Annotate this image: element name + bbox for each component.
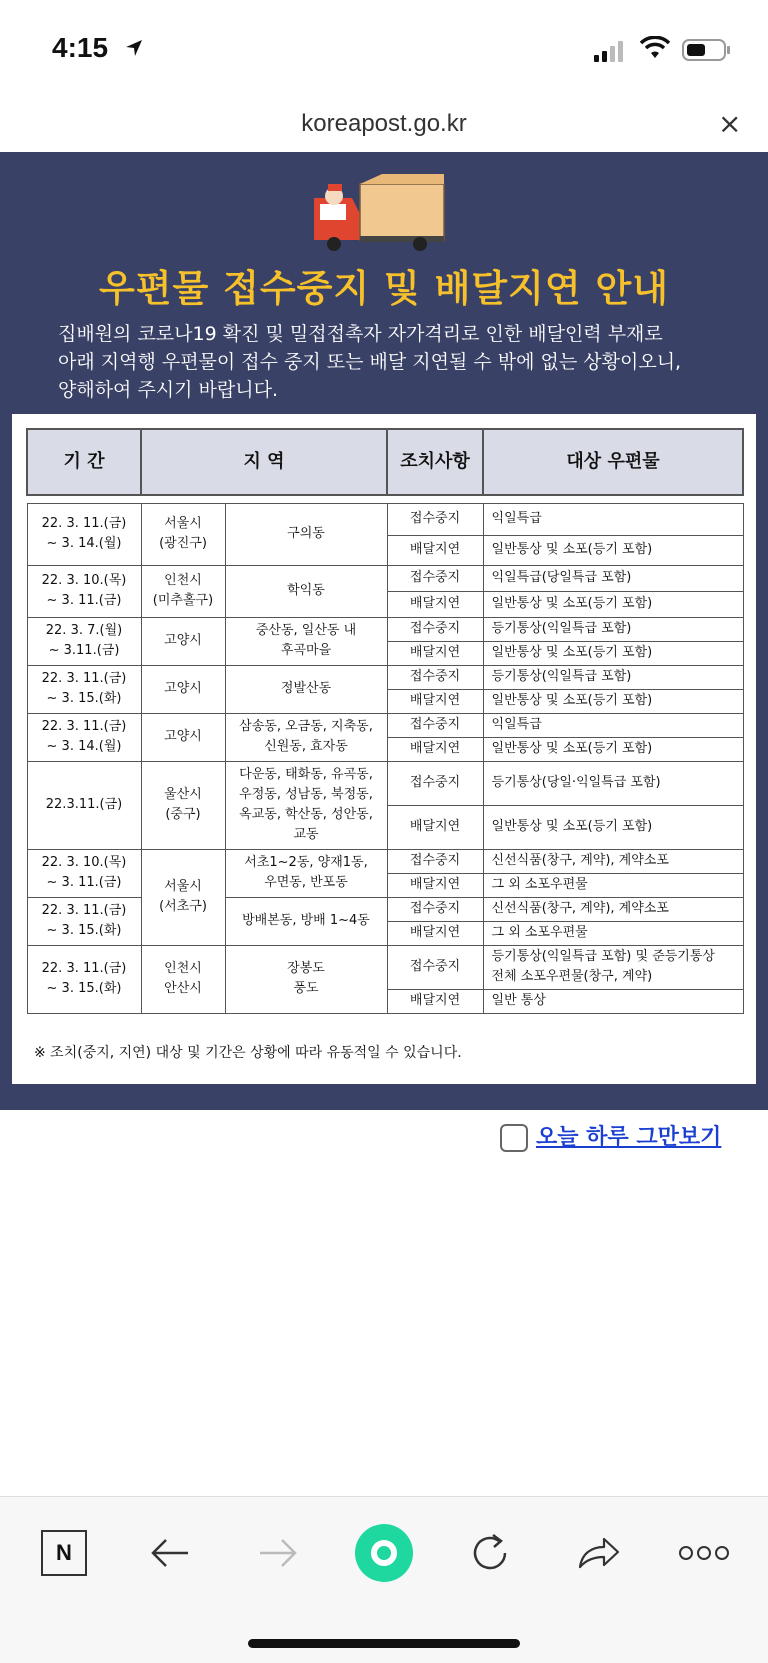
target-cell: 신선식품(창구, 계약), 계약소포 — [483, 897, 743, 921]
header-region: 지 역 — [141, 429, 387, 495]
url-text[interactable]: koreapost.go.kr — [301, 110, 467, 137]
table-row — [27, 713, 743, 737]
area-cell: 정발산동 — [225, 665, 387, 713]
action-cell: 접수중지 — [387, 761, 483, 805]
desc-line: 집배원의 코로나19 확진 및 밀접접촉자 자가격리로 인한 배달인력 부재로 — [58, 323, 663, 345]
target-cell: 그 외 소포우편물 — [483, 873, 743, 897]
city-cell: 울산시 (중구) — [141, 761, 225, 849]
desc-line: 양해하여 주시기 바랍니다. — [58, 379, 279, 401]
target-cell: 일반통상 및 소포(등기 포함) — [483, 535, 743, 565]
notice-title: 우편물 접수중지 및 배달지연 안내 — [99, 267, 669, 310]
status-bar — [0, 0, 768, 100]
action-cell: 접수중지 — [387, 665, 483, 689]
area-cell: 구의동 — [225, 503, 387, 565]
browser-bottom-nav — [0, 1496, 768, 1663]
action-cell: 접수중지 — [387, 617, 483, 641]
table-header-row — [27, 429, 743, 495]
target-cell: 일반 통상 — [483, 989, 743, 1013]
city-cell: 인천시 안산시 — [141, 945, 225, 1013]
city-cell: 고양시 — [141, 713, 225, 761]
table-row — [27, 849, 743, 873]
action-cell: 배달지연 — [387, 535, 483, 565]
period-cell: 22. 3. 11.(금) ~ 3. 15.(화) — [27, 897, 141, 945]
table-row — [27, 761, 743, 805]
area-cell: 다운동, 태화동, 유곡동, 우정동, 성남동, 북정동, 옥교동, 학산동, 성안동, 교동 — [225, 761, 387, 849]
area-cell: 방배본동, 방배 1~4동 — [225, 897, 387, 945]
table-row — [27, 565, 743, 591]
action-cell: 접수중지 — [387, 565, 483, 591]
table-row — [27, 665, 743, 689]
area-cell: 삼송동, 오금동, 지축동, 신원동, 효자동 — [225, 713, 387, 761]
action-cell: 배달지연 — [387, 873, 483, 897]
battery-icon — [682, 38, 732, 62]
hide-today-link[interactable]: 오늘 하루 그만보기 — [536, 1125, 722, 1150]
period-cell: 22. 3. 11.(금) ~ 3. 15.(화) — [27, 945, 141, 1013]
target-cell: 등기통상(익일특급 포함) — [483, 665, 743, 689]
header-target: 대상 우편물 — [483, 429, 743, 495]
back-button[interactable] — [140, 1525, 200, 1581]
action-cell: 배달지연 — [387, 737, 483, 761]
share-arrow-icon — [576, 1535, 620, 1571]
green-dot-icon — [354, 1523, 414, 1583]
more-button[interactable] — [674, 1525, 734, 1581]
action-cell: 접수중지 — [387, 849, 483, 873]
refresh-button[interactable] — [460, 1525, 520, 1581]
city-cell: 인천시 (미추홀구) — [141, 565, 225, 617]
action-cell: 배달지연 — [387, 641, 483, 665]
action-cell: 배달지연 — [387, 689, 483, 713]
notice-popup — [0, 152, 768, 1110]
target-cell: 익일특급 — [483, 713, 743, 737]
city-cell: 서울시 (광진구) — [141, 503, 225, 565]
action-cell: 배달지연 — [387, 989, 483, 1013]
table-row — [27, 945, 743, 989]
notice-table-card — [12, 414, 756, 1084]
target-cell: 일반통상 및 소포(등기 포함) — [483, 737, 743, 761]
wifi-icon — [640, 36, 670, 60]
table-footnote: ※ 조치(중지, 지연) 대상 및 기간은 상황에 따라 유동적일 수 있습니다. — [34, 1045, 462, 1061]
naver-icon: N — [41, 1530, 87, 1576]
clock: 4:15 — [52, 32, 109, 63]
target-cell: 신선식품(창구, 계약), 계약소포 — [483, 849, 743, 873]
target-cell: 일반통상 및 소포(등기 포함) — [483, 641, 743, 665]
target-cell: 등기통상(익일특급 포함) — [483, 617, 743, 641]
target-cell: 등기통상(당일·익일특급 포함) — [483, 761, 743, 805]
browser-url-bar — [0, 100, 768, 152]
table-row — [27, 617, 743, 641]
period-cell: 22.3.11.(금) — [27, 761, 141, 849]
area-cell: 학익동 — [225, 565, 387, 617]
target-cell: 일반통상 및 소포(등기 포함) — [483, 689, 743, 713]
table-row — [27, 503, 743, 535]
action-cell: 배달지연 — [387, 921, 483, 945]
refresh-icon — [469, 1532, 511, 1574]
action-cell: 접수중지 — [387, 945, 483, 989]
desc-line: 아래 지역행 우편물이 접수 중지 또는 배달 지연될 수 밖에 없는 상황이오니, — [58, 351, 682, 373]
close-icon[interactable]: × — [718, 107, 742, 140]
forward-arrow-icon — [258, 1537, 298, 1569]
delivery-truck-icon — [312, 170, 448, 252]
home-indicator — [248, 1639, 520, 1648]
period-cell: 22. 3. 11.(금) ~ 3. 15.(화) — [27, 665, 141, 713]
target-cell: 익일특급 — [483, 503, 743, 535]
period-cell: 22. 3. 10.(목) ~ 3. 11.(금) — [27, 565, 141, 617]
header-period: 기 간 — [27, 429, 141, 495]
period-cell: 22. 3. 11.(금) ~ 3. 14.(월) — [27, 713, 141, 761]
share-button[interactable] — [568, 1525, 628, 1581]
action-cell: 접수중지 — [387, 503, 483, 535]
action-cell: 접수중지 — [387, 897, 483, 921]
location-arrow-icon — [124, 38, 144, 58]
target-cell: 일반통상 및 소포(등기 포함) — [483, 805, 743, 849]
green-dot-button[interactable] — [354, 1525, 414, 1581]
header-action: 조치사항 — [387, 429, 483, 495]
target-cell: 일반통상 및 소포(등기 포함) — [483, 591, 743, 617]
notice-description — [58, 320, 738, 404]
cellular-signal-icon — [594, 40, 628, 62]
area-cell: 서초1~2동, 양재1동, 우면동, 반포동 — [225, 849, 387, 897]
table-gap — [27, 495, 743, 503]
area-cell: 장봉도 풍도 — [225, 945, 387, 1013]
forward-button[interactable] — [248, 1525, 308, 1581]
target-cell: 등기통상(익일특급 포함) 및 준등기통상 전체 소포우편물(창구, 계약) — [483, 945, 743, 989]
period-cell: 22. 3. 10.(목) ~ 3. 11.(금) — [27, 849, 141, 897]
city-cell: 서울시 (서초구) — [141, 849, 225, 945]
action-cell: 접수중지 — [387, 713, 483, 737]
action-cell: 배달지연 — [387, 805, 483, 849]
period-cell: 22. 3. 7.(월) ~ 3.11.(금) — [27, 617, 141, 665]
notice-table — [26, 428, 744, 1014]
back-arrow-icon — [150, 1537, 190, 1569]
target-cell: 그 외 소포우편물 — [483, 921, 743, 945]
hide-today-checkbox[interactable] — [500, 1124, 528, 1152]
more-dots-icon — [678, 1545, 730, 1561]
city-cell: 고양시 — [141, 665, 225, 713]
area-cell: 중산동, 일산동 내 후곡마을 — [225, 617, 387, 665]
period-cell: 22. 3. 11.(금) ~ 3. 14.(월) — [27, 503, 141, 565]
city-cell: 고양시 — [141, 617, 225, 665]
table-row — [27, 897, 743, 921]
naver-home-button[interactable] — [34, 1525, 94, 1581]
action-cell: 배달지연 — [387, 591, 483, 617]
target-cell: 익일특급(당일특급 포함) — [483, 565, 743, 591]
